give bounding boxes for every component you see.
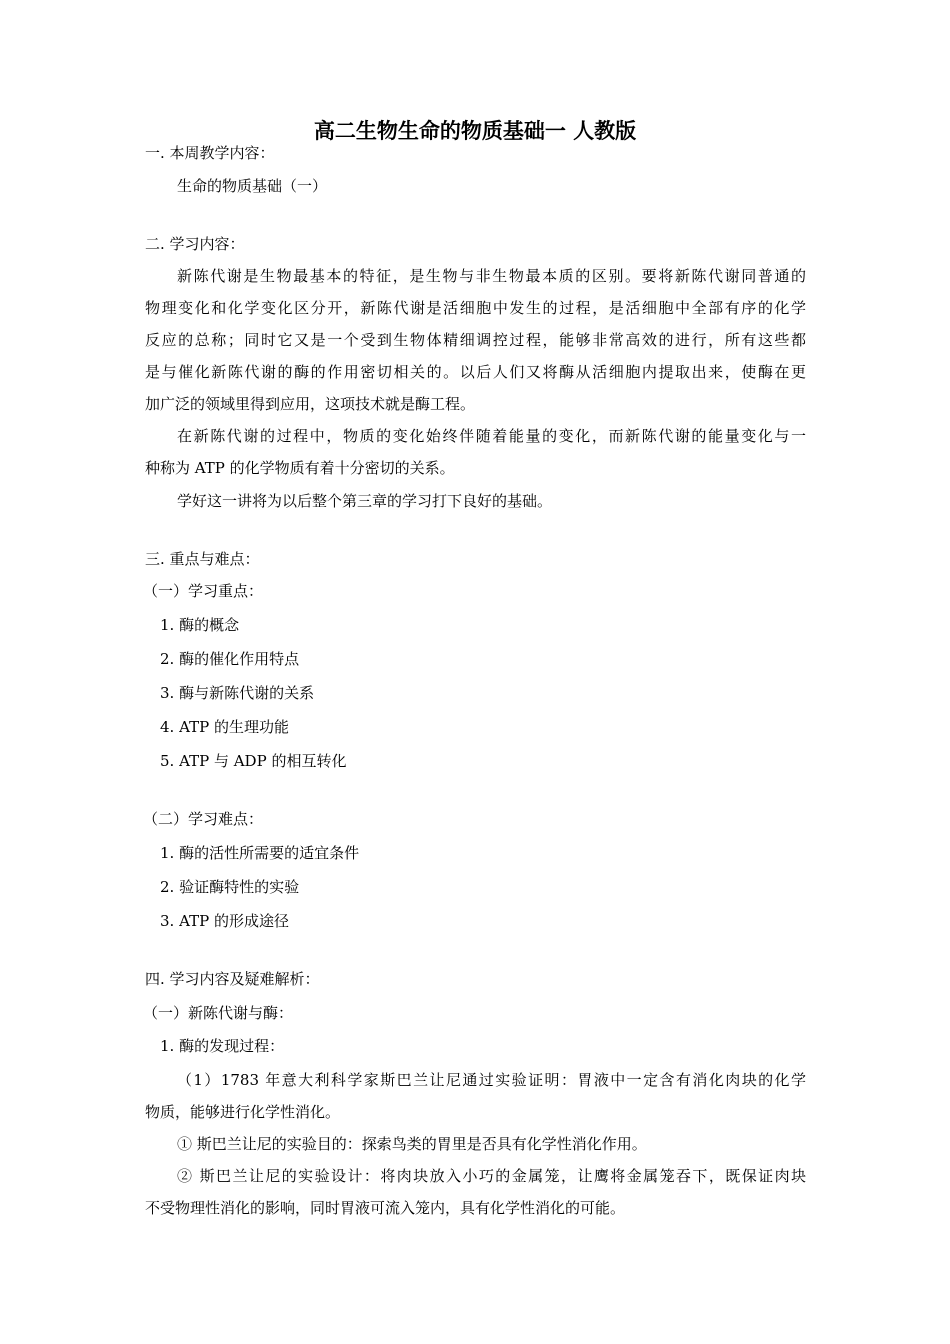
list-item: 2. 酶的催化作用特点 [160,650,300,668]
paragraph-line: 物理变化和化学变化区分开，新陈代谢是活细胞中发生的过程，是活细胞中全部有序的化学 [145,299,806,317]
subsection-heading: （一）学习重点： [143,582,264,600]
paragraph-line: 是与催化新陈代谢的酶的作用密切相关的。以后人们又将酶从活细胞内提取出来，使酶在更 [145,363,806,381]
paragraph-line: 不受物理性消化的影响，同时胃液可流入笼内，具有化学性消化的可能。 [145,1199,626,1217]
list-item: 4. ATP 的生理功能 [160,718,289,736]
document-title: 高二生物生命的物质基础一 人教版 [313,119,637,143]
list-item: 3. ATP 的形成途径 [160,912,289,930]
section-heading: 二. 学习内容： [145,235,245,253]
subsection-heading: （二）学习难点： [143,810,264,828]
paragraph-line: 学好这一讲将为以后整个第三章的学习打下良好的基础。 [177,492,553,510]
paragraph-line: 新陈代谢是生物最基本的特征，是生物与非生物最本质的区别。要将新陈代谢同普通的 [177,267,806,285]
section-heading: 一. 本周教学内容： [145,144,275,162]
list-item: 1. 酶的活性所需要的适宜条件 [160,844,360,862]
section-text: 生命的物质基础（一） [177,177,328,195]
subsection-heading: （一）新陈代谢与酶： [143,1004,294,1022]
paragraph-line: （1）1783 年意大利科学家斯巴兰让尼通过实验证明：胃液中一定含有消化肉块的化学 [177,1071,806,1089]
paragraph-line: ② 斯巴兰让尼的实验设计：将肉块放入小巧的金属笼，让鹰将金属笼吞下，既保证肉块 [177,1167,806,1185]
paragraph-line: ① 斯巴兰让尼的实验目的：探索鸟类的胃里是否具有化学性消化作用。 [177,1135,647,1153]
paragraph-line: 在新陈代谢的过程中，物质的变化始终伴随着能量的变化，而新陈代谢的能量变化与一 [177,427,806,445]
list-item: 5. ATP 与 ADP 的相互转化 [160,752,347,770]
list-item: 1. 酶的概念 [160,616,240,634]
list-item: 1. 酶的发现过程： [160,1037,285,1055]
paragraph-line: 加广泛的领域里得到应用，这项技术就是酶工程。 [145,395,476,413]
section-heading: 四. 学习内容及疑难解析： [145,970,320,988]
section-heading: 三. 重点与难点： [145,550,260,568]
paragraph-line: 反应的总称；同时它又是一个受到生物体精细调控过程，能够非常高效的进行，所有这些都 [145,331,806,349]
list-item: 2. 验证酶特性的实验 [160,878,300,896]
paragraph-line: 种称为 ATP 的化学物质有着十分密切的关系。 [145,459,455,477]
paragraph-line: 物质，能够进行化学性消化。 [145,1103,341,1121]
list-item: 3. 酶与新陈代谢的关系 [160,684,315,702]
